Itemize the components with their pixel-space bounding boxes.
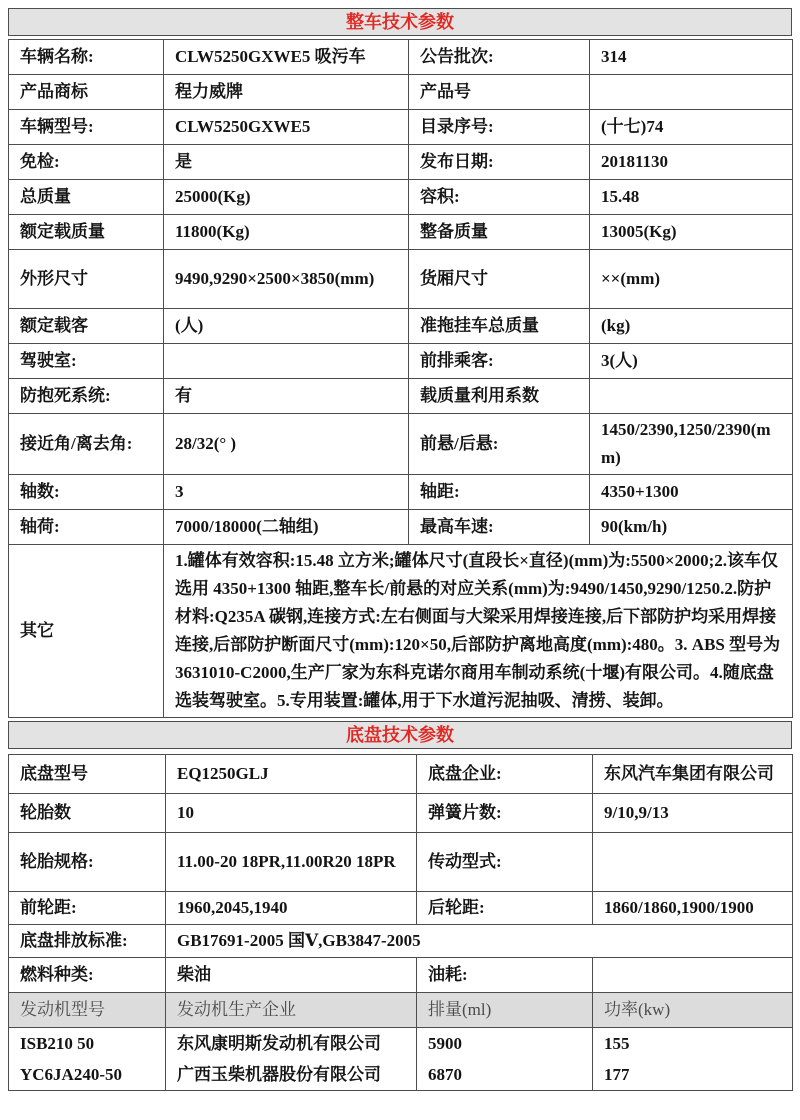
engine-manufacturer: 广西玉柴机器股份有限公司 xyxy=(177,1065,381,1084)
row-chassis-model xyxy=(9,755,793,794)
param-value: 1450/2390,1250/2390(mm) xyxy=(590,414,793,475)
row-rated-load xyxy=(9,215,793,250)
param-value: 柴油 xyxy=(166,958,417,993)
row-gross-mass xyxy=(9,180,793,215)
row-emission-standard xyxy=(9,925,793,958)
param-value xyxy=(593,958,793,993)
param-label: 额定载客 xyxy=(9,309,164,344)
param-label: 产品商标 xyxy=(9,75,164,110)
param-value: 11800(Kg) xyxy=(164,215,409,250)
row-front-track xyxy=(9,892,793,925)
param-value xyxy=(590,379,793,414)
engine-model-cell xyxy=(9,1028,166,1091)
row-brand xyxy=(9,75,793,110)
chassis-params-table xyxy=(8,754,793,1091)
param-label: 最高车速: xyxy=(409,510,590,545)
param-label: 底盘型号 xyxy=(9,755,166,794)
param-value: 有 xyxy=(164,379,409,414)
param-value: 13005(Kg) xyxy=(590,215,793,250)
engine-displacement-cell xyxy=(417,1028,593,1091)
engine-displacement: 6870 xyxy=(428,1065,462,1084)
param-label: 接近角/离去角: xyxy=(9,414,164,475)
engine-manufacturer: 东风康明斯发动机有限公司 xyxy=(177,1034,381,1053)
param-value: 90(km/h) xyxy=(590,510,793,545)
param-label: 免检: xyxy=(9,145,164,180)
param-label: 油耗: xyxy=(417,958,593,993)
param-value: 11.00-20 18PR,11.00R20 18PR xyxy=(166,833,417,892)
param-label: 目录序号: xyxy=(409,110,590,145)
param-value: 程力威牌 xyxy=(164,75,409,110)
chassis-params-title: 底盘技术参数 xyxy=(8,721,792,749)
param-value: ××(mm) xyxy=(590,250,793,309)
param-value: 7000/18000(二轴组) xyxy=(164,510,409,545)
param-value: 20181130 xyxy=(590,145,793,180)
param-value: 3 xyxy=(164,475,409,510)
param-value: 314 xyxy=(590,40,793,75)
engine-model: ISB210 50 xyxy=(20,1034,95,1053)
engine-manufacturer-cell xyxy=(166,1028,417,1091)
param-label: 前排乘客: xyxy=(409,344,590,379)
param-label: 车辆名称: xyxy=(9,40,164,75)
engine-power: 155 xyxy=(604,1034,630,1053)
param-value: GB17691-2005 国Ⅴ,GB3847-2005 xyxy=(166,925,793,958)
param-value: CLW5250GXWE5 xyxy=(164,110,409,145)
param-label: 公告批次: xyxy=(409,40,590,75)
engine-power-cell xyxy=(593,1028,793,1091)
param-value: (人) xyxy=(164,309,409,344)
param-value: CLW5250GXWE5 吸污车 xyxy=(164,40,409,75)
param-value: 4350+1300 xyxy=(590,475,793,510)
row-axle-load xyxy=(9,510,793,545)
vehicle-params-table xyxy=(8,39,793,718)
engine-displacement: 5900 xyxy=(428,1034,462,1053)
engine-table-header xyxy=(9,993,793,1028)
row-other xyxy=(9,545,793,718)
param-value: 28/32(° ) xyxy=(164,414,409,475)
param-label: 弹簧片数: xyxy=(417,794,593,833)
param-value xyxy=(590,75,793,110)
row-rated-passengers xyxy=(9,309,793,344)
row-inspection-exempt xyxy=(9,145,793,180)
param-value xyxy=(593,833,793,892)
param-label: 总质量 xyxy=(9,180,164,215)
param-value: 25000(Kg) xyxy=(164,180,409,215)
param-value: 10 xyxy=(166,794,417,833)
param-label: 货厢尺寸 xyxy=(409,250,590,309)
param-label: 载质量利用系数 xyxy=(409,379,590,414)
param-label: 其它 xyxy=(9,545,164,718)
engine-displacement-header: 排量(ml) xyxy=(417,993,593,1028)
param-label: 轴数: xyxy=(9,475,164,510)
param-label: 燃料种类: xyxy=(9,958,166,993)
row-cab xyxy=(9,344,793,379)
param-label: 轴距: xyxy=(409,475,590,510)
param-label: 外形尺寸 xyxy=(9,250,164,309)
param-value: 1860/1860,1900/1900 xyxy=(593,892,793,925)
param-label: 传动型式: xyxy=(417,833,593,892)
param-label: 容积: xyxy=(409,180,590,215)
param-label: 驾驶室: xyxy=(9,344,164,379)
param-value: 15.48 xyxy=(590,180,793,215)
engine-model-header: 发动机型号 xyxy=(9,993,166,1028)
param-label: 轮胎规格: xyxy=(9,833,166,892)
param-label: 底盘企业: xyxy=(417,755,593,794)
row-tire-count xyxy=(9,794,793,833)
param-label: 底盘排放标准: xyxy=(9,925,166,958)
param-label: 准拖挂车总质量 xyxy=(409,309,590,344)
param-label: 防抱死系统: xyxy=(9,379,164,414)
param-value: (十七)74 xyxy=(590,110,793,145)
param-label: 轴荷: xyxy=(9,510,164,545)
engine-manufacturer-header: 发动机生产企业 xyxy=(166,993,417,1028)
param-value: EQ1250GLJ xyxy=(166,755,417,794)
param-value xyxy=(164,344,409,379)
param-label: 前悬/后悬: xyxy=(409,414,590,475)
param-label: 轮胎数 xyxy=(9,794,166,833)
row-dimensions xyxy=(9,250,793,309)
param-label: 发布日期: xyxy=(409,145,590,180)
param-value-highlight: 是 xyxy=(164,145,409,180)
param-value: 东风汽车集团有限公司 xyxy=(593,755,793,794)
engine-power: 177 xyxy=(604,1065,630,1084)
row-vehicle-model xyxy=(9,110,793,145)
param-value: 9490,9290×2500×3850(mm) xyxy=(164,250,409,309)
row-vehicle-name xyxy=(9,40,793,75)
engine-power-header: 功率(kw) xyxy=(593,993,793,1028)
engine-model: YC6JA240-50 xyxy=(20,1065,122,1084)
param-label: 车辆型号: xyxy=(9,110,164,145)
row-tire-spec xyxy=(9,833,793,892)
param-value: 3(人) xyxy=(590,344,793,379)
vehicle-params-title: 整车技术参数 xyxy=(8,8,792,36)
param-value: (kg) xyxy=(590,309,793,344)
row-abs xyxy=(9,379,793,414)
param-label: 额定载质量 xyxy=(9,215,164,250)
param-label: 整备质量 xyxy=(409,215,590,250)
param-label: 前轮距: xyxy=(9,892,166,925)
param-label: 后轮距: xyxy=(417,892,593,925)
row-approach-departure-angle xyxy=(9,414,793,475)
param-value: 1960,2045,1940 xyxy=(166,892,417,925)
row-axle-count xyxy=(9,475,793,510)
engine-data-rows xyxy=(9,1028,793,1091)
param-value: 9/10,9/13 xyxy=(593,794,793,833)
row-fuel-type xyxy=(9,958,793,993)
other-notes-text: 1.罐体有效容积:15.48 立方米;罐体尺寸(直段长×直径)(mm)为:5500×2000;2.该车仅选用 4350+1300 轴距,整车长/前悬的对应关系(mm)为:9490/1450,9290/1250.2.防护材料:Q235A 碳钢,连接方式:左右侧面与大梁采用焊接连接,后下部防护均采用焊接连接,后部防护断面尺寸(mm):120×50,后部防护离地高度(mm):480。3. ABS 型号为 3631010-C2000,生产厂家为东科克诺尔商用车制动系统(十堰)有限公司。4.随底盘选装驾驶室。5.专用装置:罐体,用于下水道污泥抽吸、清捞、装卸。 xyxy=(164,545,793,718)
param-label: 产品号 xyxy=(409,75,590,110)
